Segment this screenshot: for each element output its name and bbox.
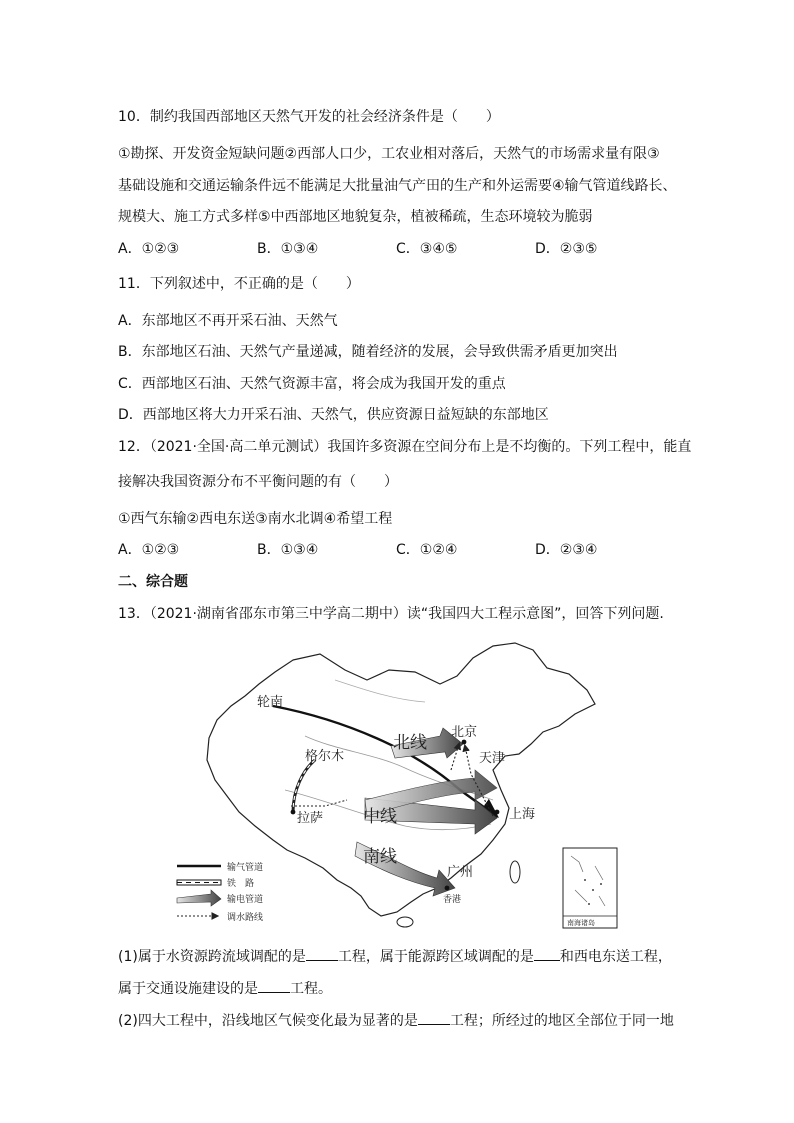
label-guangzhou: 广州 — [447, 865, 474, 880]
south-china-sea-inset — [563, 848, 617, 928]
railway-route — [293, 760, 315, 812]
label-south-line: 南线 — [363, 847, 397, 867]
label-tianjin: 天津 — [479, 751, 506, 766]
q12-stem-line-1: 12．（2021·全国·高二单元测试）我国许多资源在空间分布上是不均衡的。下列工程中，能直 — [118, 439, 692, 455]
q11-option-b[interactable]: B．东部地区石油、天然气产量递减，随着经济的发展，会导致供需矛盾更加突出 — [118, 344, 618, 360]
q10-option-b[interactable]: B．①③④ — [257, 241, 319, 257]
legend-water-diversion: 调水路线 — [227, 913, 264, 923]
label-shanghai: 上海 — [509, 807, 536, 822]
q10-option-a[interactable]: A．①②③ — [118, 241, 180, 257]
q13-sub1-text-e: 工程。 — [290, 981, 332, 997]
answer-blank-4[interactable] — [418, 1010, 450, 1025]
q13-sub1-text-a: (1)属于水资源跨流域调配的是 — [118, 949, 306, 965]
q10-body-line-2: 基础设施和交通运输条件远不能满足大批量油气产田的生产和外运需要④输气管道线路长、 — [118, 178, 677, 194]
legend-railway: 铁 路 — [227, 879, 255, 889]
q12-stem-line-2: 接解决我国资源分布不平衡问题的有（ ） — [118, 474, 398, 490]
label-beijing: 北京 — [451, 725, 478, 740]
q11-option-a[interactable]: A．东部地区不再开采石油、天然气 — [118, 313, 338, 329]
label-lunnan: 轮南 — [257, 695, 284, 710]
section-title: 二、综合题 — [118, 574, 188, 590]
q13-sub2-text-b: 工程；所经过的地区全部位于同一地 — [449, 1013, 674, 1029]
legend-gas-pipeline: 输气管道 — [227, 863, 264, 873]
label-middle-line: 中线 — [363, 807, 397, 827]
q13-stem: 13．（2021·湖南省邵东市第三中学高二期中）读“我国四大工程示意图”，回答下列问题. — [118, 606, 664, 622]
q12-items: ①西气东输②西电东送③南水北调④希望工程 — [118, 511, 393, 527]
q13-sub1-text-d: 属于交通设施建设的是 — [118, 981, 258, 997]
map-legend — [177, 861, 263, 923]
label-inset: 南海诸岛 — [567, 919, 595, 927]
q13-sub1-line-2 — [118, 978, 332, 998]
q13-sub1-text-c: 和西电东送工程， — [559, 949, 672, 965]
legend-power-line: 输电管道 — [227, 895, 264, 905]
q13-sub1-text-b: 工程，属于能源跨区域调配的是 — [337, 949, 534, 965]
answer-blank-3[interactable] — [258, 978, 290, 993]
q12-option-d[interactable]: D．②③④ — [535, 542, 598, 558]
q13-sub2-text-a: (2)四大工程中，沿线地区气候变化最为显著的是 — [118, 1013, 418, 1029]
q10-stem: 10．制约我国西部地区天然气开发的社会经济条件是（ ） — [118, 109, 500, 125]
q10-option-c[interactable]: C．③④⑤ — [396, 241, 458, 257]
q10-option-d[interactable]: D．②③⑤ — [535, 241, 598, 257]
label-north-line: 北线 — [393, 733, 427, 753]
label-golmud: 格尔木 — [305, 749, 345, 764]
q11-option-c[interactable]: C．西部地区石油、天然气资源丰富，将会成为我国开发的重点 — [118, 376, 506, 392]
four-projects-map — [175, 640, 630, 932]
q10-body-line-1: ①勘探、开发资金短缺问题②西部人口少，工农业相对落后，天然气的市场需求量有限③ — [118, 146, 660, 162]
q11-stem: 11．下列叙述中，不正确的是（ ） — [118, 276, 360, 292]
q12-option-a[interactable]: A．①②③ — [118, 542, 180, 558]
label-lhasa: 拉萨 — [297, 811, 324, 826]
q10-body-line-3: 规模大、施工方式多样⑤中西部地区地貌复杂，植被稀疏，生态环境较为脆弱 — [118, 209, 593, 225]
q13-sub2-line-1 — [118, 1010, 674, 1030]
label-hongkong: 香港 — [443, 895, 462, 905]
q11-option-d[interactable]: D．西部地区将大力开采石油、天然气，供应资源日益短缺的东部地区 — [118, 407, 549, 423]
answer-blank-1[interactable] — [306, 946, 338, 961]
q13-sub1-line-1 — [118, 946, 672, 966]
answer-blank-2[interactable] — [534, 946, 560, 961]
q12-option-b[interactable]: B．①③④ — [257, 542, 319, 558]
q12-option-c[interactable]: C．①②④ — [396, 542, 458, 558]
